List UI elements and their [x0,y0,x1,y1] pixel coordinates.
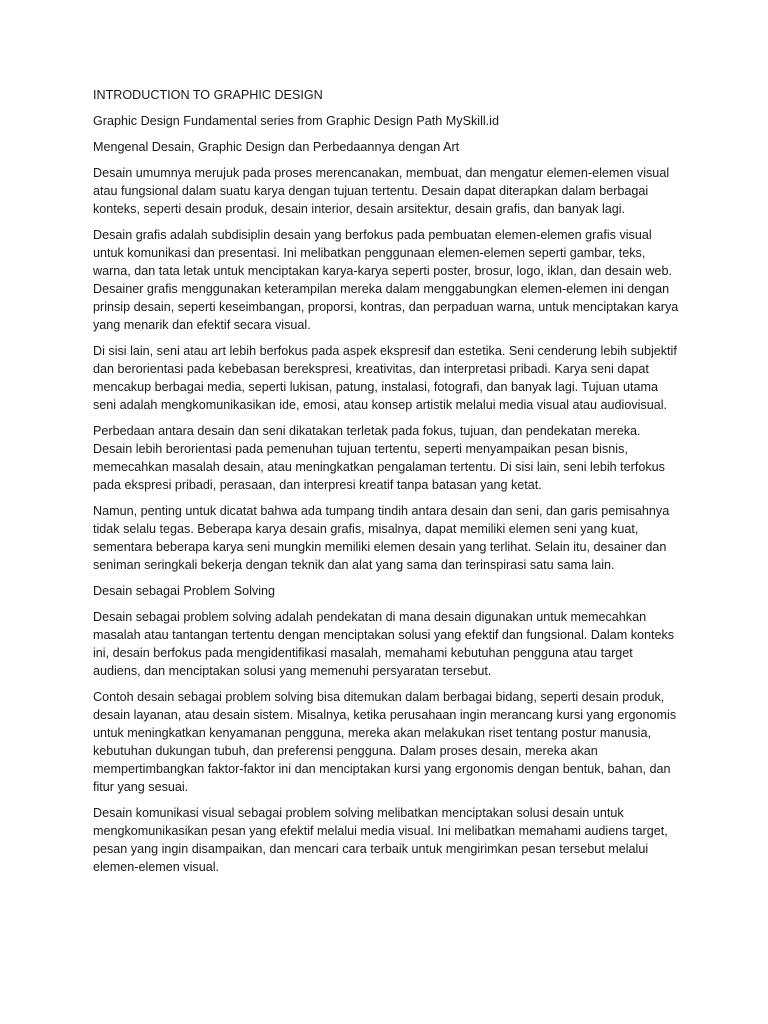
document-page [93,86,681,884]
section-heading-problem-solving: Desain sebagai Problem Solving [93,584,276,598]
paragraph: Desain grafis adalah subdisiplin desain yang berfokus pada pembuatan elemen-elemen grafis visual untuk komunikasi dan presentasi. Ini melibatkan penggunaan elemen-elemen seperti gambar, teks, warna, dan tata letak untuk menciptakan karya-karya seperti poster, brosur, logo, iklan, dan desain web. Desainer grafis menggunakan keterampilan mereka dalam menggabungkan elemen-elemen ini dengan prinsip desain, seperti keseimbangan, proporsi, kontras, dan perpaduan warna, untuk menciptakan karya yang menarik dan efektif secara visual. [93,228,679,332]
paragraph: Desain komunikasi visual sebagai problem solving melibatkan menciptakan solusi desain untuk mengkomunikasikan pesan yang efektif melalui media visual. Ini melibatkan memahami audiens target, pesan yang ingin disampaikan, dan mencari cara terbaik untuk mengirimkan pesan tersebut melalui elemen-elemen visual. [93,806,668,874]
section-heading-design-vs-art: Mengenal Desain, Graphic Design dan Perbedaannya dengan Art [93,140,460,154]
document-title: INTRODUCTION TO GRAPHIC DESIGN [93,88,323,102]
paragraph: Perbedaan antara desain dan seni dikatakan terletak pada fokus, tujuan, dan pendekatan mereka. Desain lebih berorientasi pada pemenuhan tujuan tertentu, seperti menyampaikan pesan bisnis, memecahkan masalah desain, atau meningkatkan pengalaman tertentu. Di sisi lain, seni lebih terfokus pada ekspresi pribadi, perasaan, dan interpresi kreatif tanpa batasan yang ketat. [93,424,665,492]
paragraph: Desain umumnya merujuk pada proses merencanakan, membuat, dan mengatur elemen-elemen visual atau fungsional dalam suatu karya dengan tujuan tertentu. Desain dapat diterapkan dalam berbagai konteks, seperti desain produk, desain interior, desain arsitektur, desain grafis, dan banyak lagi. [93,166,670,216]
document-subtitle: Graphic Design Fundamental series from Graphic Design Path MySkill.id [93,114,499,128]
paragraph: Namun, penting untuk dicatat bahwa ada tumpang tindih antara desain dan seni, dan garis pemisahnya tidak selalu tegas. Beberapa karya desain grafis, misalnya, dapat memiliki elemen seni yang kuat, sementara beberapa karya seni mungkin memiliki elemen desain yang terlihat. Selain itu, desainer dan seniman seringkali bekerja dengan teknik dan alat yang sama dan terinspirasi satu sama lain. [93,504,670,572]
paragraph: Desain sebagai problem solving adalah pendekatan di mana desain digunakan untuk memecahkan masalah atau tantangan tertentu dengan menciptakan solusi yang efektif dan fungsional. Dalam konteks ini, desain berfokus pada mengidentifikasi masalah, memahami kebutuhan pengguna atau target audiens, dan menciptakan solusi yang memenuhi persyaratan tersebut. [93,610,675,678]
paragraph: Contoh desain sebagai problem solving bisa ditemukan dalam berbagai bidang, seperti desain produk, desain layanan, atau desain sistem. Misalnya, ketika perusahaan ingin merancang kursi yang ergonomis untuk meningkatkan kenyamanan pengguna, mereka akan melakukan riset tentang postur manusia, kebutuhan dukungan tubuh, dan preferensi pengguna. Dalam proses desain, mereka akan mempertimbangkan faktor-faktor ini dan menciptakan kursi yang ergonomis dengan bentuk, bahan, dan fitur yang sesuai. [93,690,677,794]
paragraph: Di sisi lain, seni atau art lebih berfokus pada aspek ekspresif dan estetika. Seni cenderung lebih subjektif dan berorientasi pada kebebasan berekspresi, kreativitas, dan interpretasi pribadi. Karya seni dapat mencakup berbagai media, seperti lukisan, patung, instalasi, fotografi, dan banyak lagi. Tujuan utama seni adalah mengkomunikasikan ide, emosi, atau konsep artistik melalui media visual atau audiovisual. [93,344,677,412]
